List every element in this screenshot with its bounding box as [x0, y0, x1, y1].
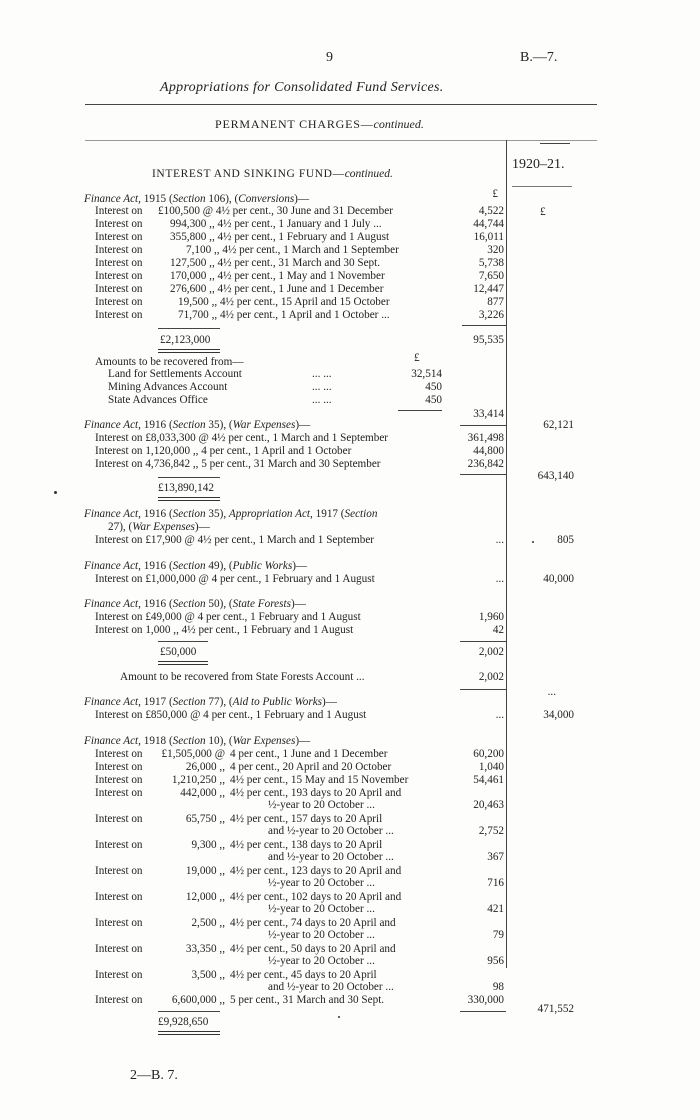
interest-principal: 33,350 ,, [185, 943, 225, 955]
act-year-2: 1917 ( [312, 508, 345, 520]
document-reference: B.—7. [520, 50, 558, 65]
interest-amount: 1,960 [478, 611, 504, 623]
section-word: Section [172, 560, 206, 572]
act-name: Finance Act, [84, 560, 141, 572]
interest-terms: 4½ per cent., 123 days to 20 April and [230, 865, 402, 877]
interest-amount: 716 [487, 877, 504, 889]
year-amount: 40,000 [543, 573, 574, 585]
principal-double-rule [158, 497, 220, 501]
interest-terms-cont: ½-year to 20 October ... [268, 903, 375, 915]
act-name-2: Appropriation Act, [228, 508, 313, 520]
interest-terms: 4½ per cent., 50 days to 20 April and [230, 943, 396, 955]
interest-amount: 44,744 [473, 218, 504, 230]
act-purpose: Conversions [238, 193, 295, 205]
recovery-label: Land for Settlements Account [108, 368, 242, 380]
interest-line: Interest on 4,736,842 ,, 5 per cent., 31 March and 30 September [95, 458, 381, 470]
interest-label: Interest on [95, 761, 143, 773]
interest-label: Interest on [95, 283, 143, 295]
year-amount: 62,121 [543, 419, 574, 431]
interest-amount: 330,000 [467, 994, 504, 1006]
act-purpose: Public Works [232, 560, 293, 572]
interest-amount: 1,040 [478, 761, 504, 773]
interest-principal: 1,210,250 ,, [171, 774, 225, 786]
header-rule [85, 104, 597, 105]
principal-double-rule [158, 1031, 220, 1035]
act-name: Finance Act, [84, 419, 141, 431]
section-number: 50), ( [205, 598, 233, 610]
act-year: 1916 ( [140, 508, 173, 520]
interest-terms: 4½ per cent., 45 days to 20 April [230, 969, 377, 981]
interest-terms: 4½ per cent., 157 days to 20 April [230, 813, 383, 825]
interest-amount: 421 [487, 903, 504, 915]
interest-label: Interest on [95, 865, 143, 877]
interest-line: Interest on £850,000 @ 4 per cent., 1 February and 1 August [95, 709, 367, 721]
act-purpose: War Expenses [132, 521, 195, 533]
heading-dash: )— [194, 521, 210, 533]
interest-label: Interest on [95, 994, 143, 1006]
interest-label: Interest on [95, 969, 143, 981]
net-rule [460, 425, 506, 426]
currency-symbol: £ [492, 188, 498, 200]
interest-terms-cont: and ½-year to 20 October ... [268, 851, 394, 863]
act-year: 1916 ( [140, 419, 173, 431]
interest-principal: 6,600,000 ,, [171, 994, 225, 1006]
interest-amount: 79 [492, 929, 504, 941]
recovery-currency: £ [414, 352, 420, 364]
amount-placeholder: ... [495, 573, 504, 585]
act-year: 1916 ( [140, 598, 173, 610]
interest-label: Interest on [95, 309, 143, 321]
interest-label: Interest on [95, 231, 143, 243]
principal-double-rule [158, 661, 208, 665]
section-number: 35), [205, 508, 229, 520]
amount-rule [460, 641, 506, 642]
act-heading-1916-appropriation [84, 508, 377, 521]
section-word: Section [172, 735, 206, 747]
interest-terms-cont: ½-year to 20 October ... [268, 955, 375, 967]
interest-label: Interest on [95, 774, 143, 786]
interest-detail: 7,100 ,, 4½ per cent., 1 March and 1 September [186, 244, 399, 256]
recovery-total: 33,414 [473, 408, 504, 420]
act-heading-1916-state-forests [84, 598, 306, 611]
heading-dash: )— [290, 598, 306, 610]
interest-amount: 2,752 [478, 825, 504, 837]
year-column-heading: 1920–21. [512, 157, 565, 172]
interest-line: Interest on 1,120,000 ,, 4 per cent., 1 April and 1 October [95, 445, 352, 457]
interest-terms: 4½ per cent., 102 days to 20 April and [230, 891, 402, 903]
section-number: 35), ( [205, 419, 233, 431]
interest-label: Interest on [95, 257, 143, 269]
subheading [152, 168, 393, 182]
interest-label: Interest on [95, 748, 143, 760]
year-column-heading-rule [512, 186, 572, 187]
interest-line: Interest on 1,000 ,, 4½ per cent., 1 February and 1 August [95, 624, 354, 636]
recovery-amount: 32,514 [411, 368, 442, 380]
interest-label: Interest on [95, 787, 143, 799]
act-year: 1915 ( [140, 193, 173, 205]
interest-principal: 12,000 ,, [185, 891, 225, 903]
recovery-label: State Advances Office [108, 394, 208, 406]
year-currency-symbol: £ [540, 206, 546, 218]
interest-detail: 355,800 ,, 4½ per cent., 1 February and 1 August [170, 231, 390, 243]
section-word-2: Section [344, 508, 378, 520]
section-word: Section [172, 696, 206, 708]
interest-principal: 442,000 ,, [180, 787, 225, 799]
principal-rule [158, 477, 220, 478]
year-column-divider [506, 140, 507, 968]
interest-terms-cont: and ½-year to 20 October ... [268, 825, 394, 837]
subtotal-amount: 2,002 [478, 646, 504, 658]
section-word: Section [172, 598, 206, 610]
interest-detail: 127,500 ,, 4½ per cent., 31 March and 30 Sept. [170, 257, 381, 269]
interest-amount: 20,463 [473, 799, 504, 811]
act-heading-1916-war [84, 419, 310, 432]
principal-rule [158, 1011, 220, 1012]
amount-rule [460, 1011, 506, 1012]
interest-amount: 98 [492, 981, 504, 993]
interest-principal: 9,300 ,, [191, 839, 225, 851]
section-number-2: 27), ( [108, 521, 133, 533]
year-amount: 471,552 [537, 1003, 574, 1015]
interest-label: Interest on [95, 813, 143, 825]
interest-amount: 42 [492, 624, 504, 636]
heading-dash: )— [292, 560, 308, 572]
interest-principal: 19,000 ,, [185, 865, 225, 877]
recovery-dots: ... ... [312, 381, 332, 393]
interest-terms-cont: ½-year to 20 October ... [268, 877, 375, 889]
act-heading-1916-public-works [84, 560, 307, 573]
principal-rule [158, 641, 208, 642]
amount-placeholder: ... [495, 709, 504, 721]
heading-dash: )— [322, 696, 337, 708]
interest-amount: 367 [487, 851, 504, 863]
interest-principal: 2,500 ,, [191, 917, 225, 929]
interest-amount: 12,447 [473, 283, 504, 295]
speck [54, 491, 57, 494]
interest-amount: 361,498 [467, 432, 504, 444]
amount-rule [462, 325, 506, 326]
subtotal-amount: 95,535 [473, 334, 504, 346]
interest-line: Interest on £49,000 @ 4 per cent., 1 February and 1 August [95, 611, 361, 623]
interest-label: Interest on [95, 943, 143, 955]
interest-detail: 71,700 ,, 4½ per cent., 1 April and 1 October ... [178, 309, 390, 321]
interest-amount: 60,200 [473, 748, 504, 760]
interest-amount: 320 [487, 244, 504, 256]
recovery-dots: ... ... [312, 368, 332, 380]
act-name: Finance Act, [84, 696, 141, 708]
interest-label: Interest on [95, 917, 143, 929]
subheading-continued: continued. [344, 168, 393, 180]
page-number: 9 [326, 50, 333, 65]
interest-label: Interest on [95, 891, 143, 903]
section-heading-text: PERMANENT CHARGES— [215, 117, 374, 131]
section-word: Section [172, 508, 206, 520]
interest-terms: 4 per cent., 20 April and 20 October [230, 761, 392, 773]
interest-terms-cont: ½-year to 20 October ... [268, 929, 375, 941]
page-title: Appropriations for Consolidated Fund Services. [160, 80, 444, 95]
interest-terms: 4½ per cent., 193 days to 20 April and [230, 787, 402, 799]
interest-principal: 26,000 ,, [185, 761, 225, 773]
interest-line: Interest on £17,900 @ 4½ per cent., 1 March and 1 September [95, 534, 375, 546]
interest-amount: 5,738 [478, 257, 504, 269]
interest-detail: 276,600 ,, 4½ per cent., 1 June and 1 December [170, 283, 384, 295]
interest-amount: 236,842 [467, 458, 504, 470]
interest-label: Interest on [95, 205, 143, 217]
principal-double-rule [158, 349, 220, 353]
year-amount: 805 [557, 534, 574, 546]
section-word: Section [172, 419, 206, 431]
heading-dash: )— [295, 419, 311, 431]
act-name: Finance Act, [84, 508, 141, 520]
amount-rule [460, 474, 506, 475]
principal-total: £9,928,650 [158, 1016, 209, 1028]
amount-placeholder: ... [495, 534, 504, 546]
act-year: 1916 ( [140, 560, 173, 572]
act-heading-1918 [84, 735, 310, 748]
act-purpose: War Expenses [232, 419, 296, 431]
recovery-line: Amount to be recovered from State Forests Account ... [120, 671, 365, 683]
heading-dash: )— [294, 193, 310, 205]
principal-total: £50,000 [160, 646, 197, 658]
interest-label: Interest on [95, 296, 143, 308]
year-amount-placeholder: ... [547, 686, 556, 698]
section-number: 10), ( [205, 735, 233, 747]
interest-detail: 170,000 ,, 4½ per cent., 1 May and 1 November [170, 270, 385, 282]
interest-terms: 4½ per cent., 15 May and 15 November [230, 774, 409, 786]
act-year: 1918 ( [140, 735, 173, 747]
heading-dash: )— [295, 735, 311, 747]
act-purpose: War Expenses [232, 735, 296, 747]
section-heading [215, 117, 424, 131]
principal-total: £13,890,142 [158, 482, 214, 494]
interest-label: Interest on [95, 218, 143, 230]
interest-detail: 994,300 ,, 4½ per cent., 1 January and 1 July ... [170, 218, 382, 230]
interest-amount: 44,800 [473, 445, 504, 457]
act-purpose: Aid to Public Works [232, 696, 323, 708]
act-heading-1917 [84, 696, 337, 709]
year-column-top-rule [540, 143, 570, 144]
interest-amount: 956 [487, 955, 504, 967]
year-amount: 643,140 [537, 470, 574, 482]
interest-principal: £1,505,000 @ [161, 748, 225, 760]
act-purpose: State Forests [232, 598, 291, 610]
subheading-text: INTEREST AND SINKING FUND— [152, 168, 345, 180]
recovery-amount: 450 [425, 381, 442, 393]
interest-label: Interest on [95, 270, 143, 282]
interest-terms-cont: and ½-year to 20 October ... [268, 981, 394, 993]
interest-amount: 877 [487, 296, 504, 308]
recovery-amount: 450 [425, 394, 442, 406]
interest-amount: 4,522 [478, 205, 504, 217]
principal-rule [158, 328, 220, 329]
section-word: Section [172, 193, 206, 205]
interest-amount: 3,226 [478, 309, 504, 321]
act-name: Finance Act, [84, 598, 141, 610]
interest-amount: 7,650 [478, 270, 504, 282]
interest-label: Interest on [95, 839, 143, 851]
interest-principal: 65,750 ,, [185, 813, 225, 825]
section-heading-continued: continued. [373, 117, 424, 131]
interest-detail: £100,500 @ 4½ per cent., 30 June and 31 December [158, 205, 393, 217]
section-number: 77), ( [205, 696, 233, 708]
interest-terms-cont: ½-year to 20 October ... [268, 799, 375, 811]
recovery-amount: 2,002 [478, 671, 504, 683]
interest-terms: 5 per cent., 31 March and 30 Sept. [230, 994, 385, 1006]
interest-label: Interest on [95, 244, 143, 256]
principal-total: £2,123,000 [160, 334, 211, 346]
act-year: 1917 ( [140, 696, 173, 708]
interest-terms: 4 per cent., 1 June and 1 December [230, 748, 388, 760]
section-rule [85, 140, 597, 141]
recovery-heading: Amounts to be recovered from— [95, 356, 244, 368]
printer-signature: 2—B. 7. [130, 1068, 178, 1083]
interest-terms: 4½ per cent., 74 days to 20 April and [230, 917, 396, 929]
recovery-dots: ... ... [312, 394, 332, 406]
speck [338, 1016, 340, 1018]
act-name: Finance Act, [84, 193, 141, 205]
interest-line: Interest on £1,000,000 @ 4 per cent., 1 February and 1 August [95, 573, 375, 585]
interest-terms: 4½ per cent., 138 days to 20 April [230, 839, 383, 851]
act-name: Finance Act, [84, 735, 141, 747]
interest-line: Interest on £8,033,300 @ 4½ per cent., 1 March and 1 September [95, 432, 389, 444]
interest-detail: 19,500 ,, 4½ per cent., 15 April and 15 October [178, 296, 390, 308]
interest-principal: 3,500 ,, [191, 969, 225, 981]
recovery-label: Mining Advances Account [108, 381, 228, 393]
act-heading-continuation [108, 521, 210, 534]
section-number: 49), ( [205, 560, 233, 572]
interest-amount: 54,461 [473, 774, 504, 786]
amount-rule [460, 689, 506, 690]
year-amount: 34,000 [543, 709, 574, 721]
interest-amount: 16,011 [473, 231, 504, 243]
section-number: 106), ( [205, 193, 239, 205]
